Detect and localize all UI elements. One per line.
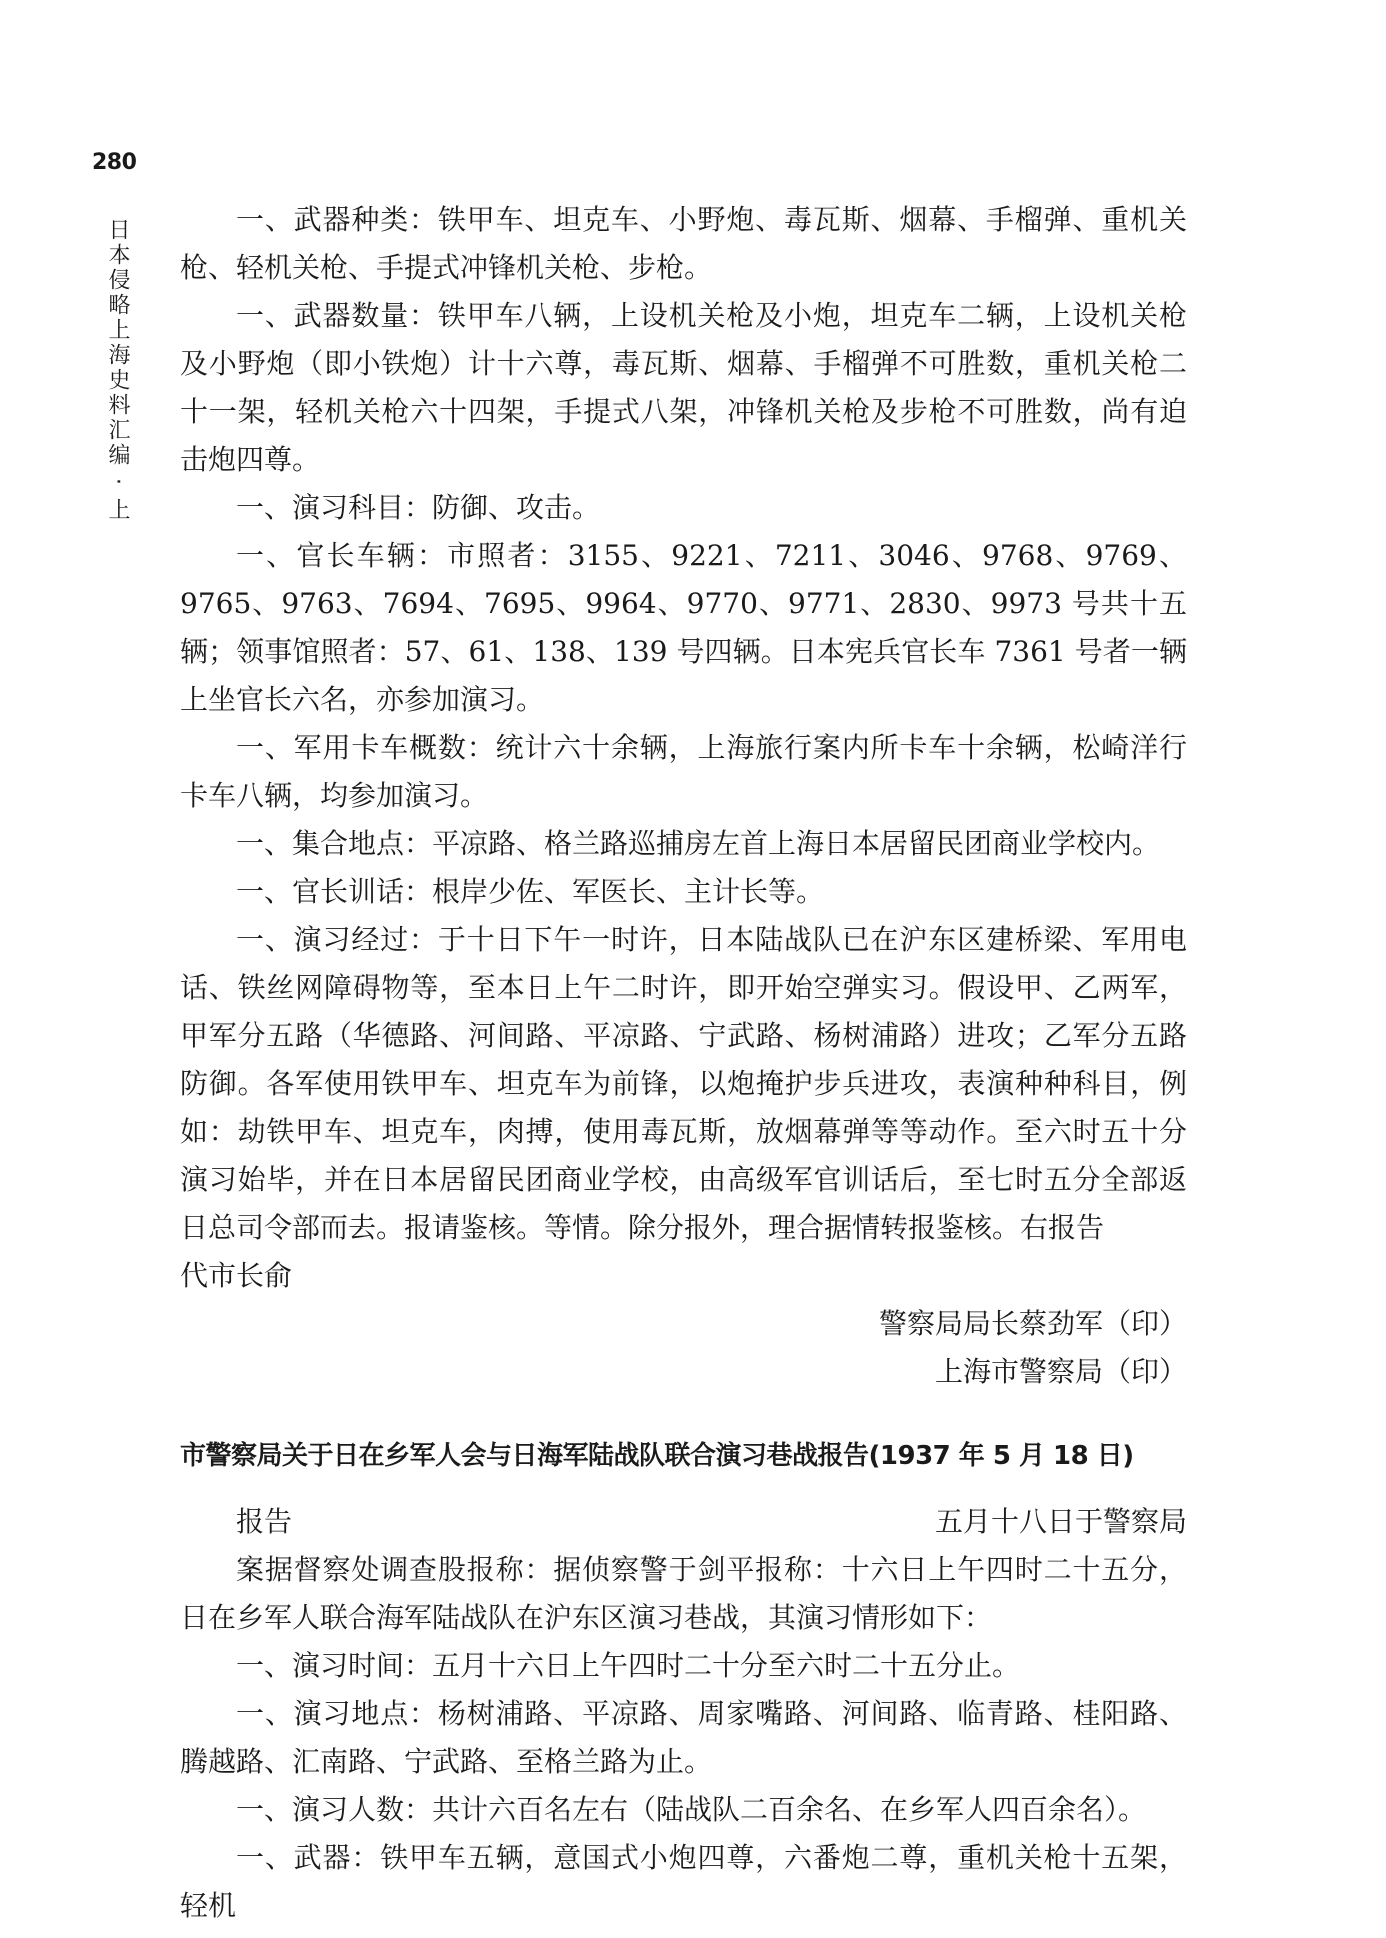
paragraph: 一、演习时间：五月十六日上午四时二十分至六时二十五分止。 xyxy=(236,1649,1021,1682)
document-body xyxy=(180,196,1187,1930)
paragraph: 一、官长车辆：市照者：3155、9221、7211、3046、9768、9769、9765、9763、7694、7695、9964、9770、9771、2830、9973 号共十五辆；领事馆照者：57、61、138、139 号四辆。日本宪兵官长车 7361 号者一辆上坐官长六名，亦参加演习。 xyxy=(180,539,1187,716)
paragraph: 一、演习经过：于十日下午一时许，日本陆战队已在沪东区建桥梁、军用电话、铁丝网障碍物等，至本日上午二时许，即开始空弹实习。假设甲、乙两军，甲军分五路（华德路、河间路、平凉路、宁武路、杨树浦路）进攻；乙军分五路防御。各军使用铁甲车、坦克车为前锋，以炮掩护步兵进攻，表演种种科目，例如：劫铁甲车、坦克车，肉搏，使用毒瓦斯，放烟幕弹等等动作。至六时五十分演习始毕，并在日本居留民团商业学校，由高级军官训话后，至七时五分全部返日总司令部而去。报请鉴核。等情。除分报外，理合据情转报鉴核。右报告 xyxy=(180,923,1187,1244)
addressee: 代市长俞 xyxy=(180,1259,293,1292)
paragraph: 一、武器：铁甲车五辆，意国式小炮四尊，六番炮二尊，重机关枪十五架，轻机 xyxy=(180,1841,1187,1922)
signature-bureau: 上海市警察局（印） xyxy=(934,1355,1187,1388)
paragraph: 案据督察处调查股报称：据侦察警于剑平报称：十六日上午四时二十五分，日在乡军人联合海军陆战队在沪东区演习巷战，其演习情形如下： xyxy=(180,1553,1187,1634)
paragraph: 一、演习人数：共计六百名左右（陆战队二百余名、在乡军人四百余名）。 xyxy=(236,1793,1147,1826)
running-head: 日本侵略上海史料汇编 · 上 xyxy=(105,218,130,523)
report-label: 报告 xyxy=(236,1505,293,1538)
page-number: 280 xyxy=(92,150,137,175)
paragraph: 一、演习地点：杨树浦路、平凉路、周家嘴路、河间路、临青路、桂阳路、腾越路、汇南路、宁武路、至格兰路为止。 xyxy=(180,1697,1187,1778)
paragraph: 一、武器种类：铁甲车、坦克车、小野炮、毒瓦斯、烟幕、手榴弹、重机关枪、轻机关枪、手提式冲锋机关枪、步枪。 xyxy=(180,203,1187,284)
section-title: 市警察局关于日在乡军人会与日海军陆战队联合演习巷战报告(1937 年 5 月 18 日) xyxy=(180,1441,1134,1471)
report-header xyxy=(180,1498,1187,1546)
paragraph: 一、集合地点：平凉路、格兰路巡捕房左首上海日本居留民团商业学校内。 xyxy=(236,827,1161,860)
paragraph: 一、军用卡车概数：统计六十余辆，上海旅行案内所卡车十余辆，松崎洋行卡车八辆，均参加演习。 xyxy=(180,731,1187,812)
paragraph: 一、演习科目：防御、攻击。 xyxy=(236,491,601,524)
paragraph: 一、官长训话：根岸少佐、军医长、主计长等。 xyxy=(236,875,825,908)
paragraph: 一、武器数量：铁甲车八辆，上设机关枪及小炮，坦克车二辆，上设机关枪及小野炮（即小铁炮）计十六尊，毒瓦斯、烟幕、手榴弹不可胜数，重机关枪二十一架，轻机关枪六十四架，手提式八架，冲锋机关枪及步枪不可胜数，尚有迫击炮四尊。 xyxy=(180,299,1187,476)
report-date: 五月十八日于警察局 xyxy=(934,1505,1187,1538)
signature-chief: 警察局局长蔡劲军（印） xyxy=(878,1307,1187,1340)
